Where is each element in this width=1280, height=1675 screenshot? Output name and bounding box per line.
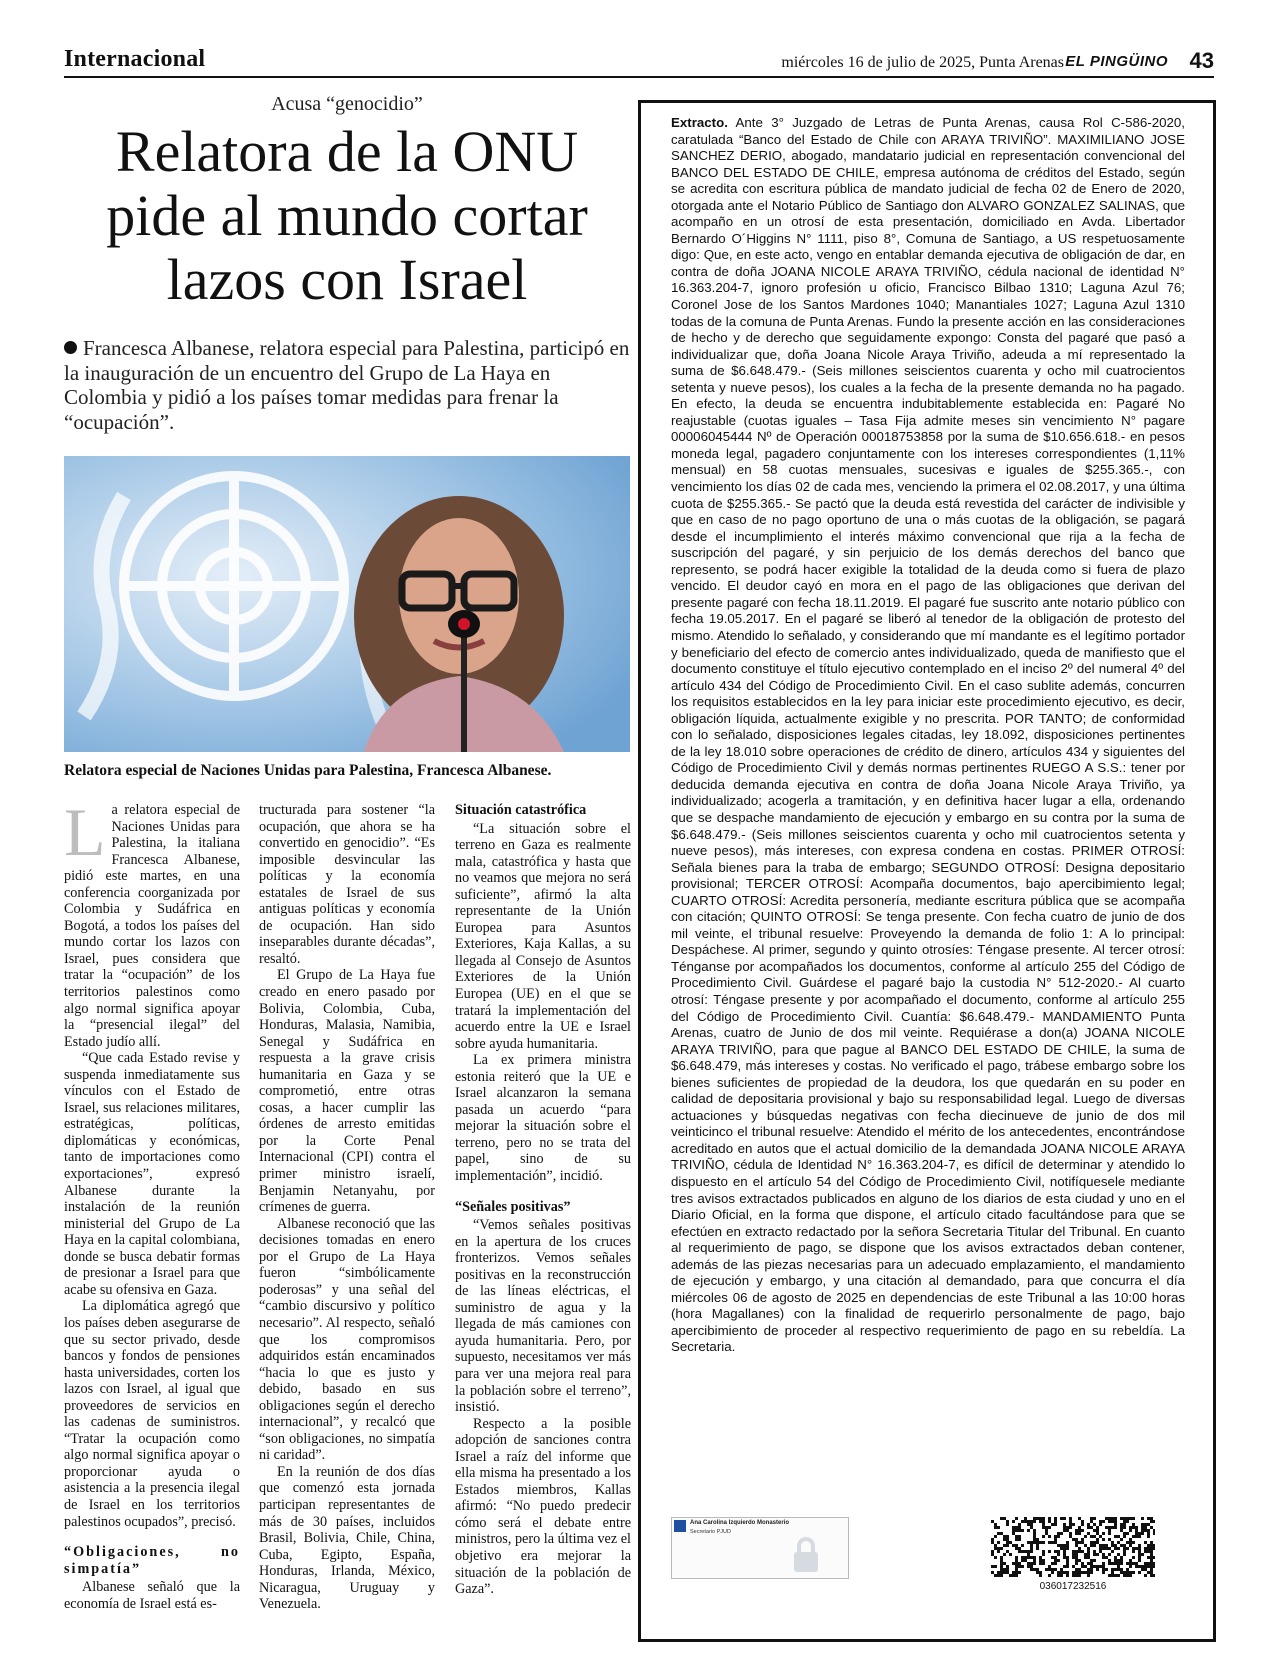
drop-cap: L: [64, 794, 106, 870]
dateline: miércoles 16 de julio de 2025, Punta Arenas: [781, 54, 1064, 71]
paragraph: Albanese reconoció que las decisiones tomadas en enero por el Grupo de La Haya fueron “simbólicamente poderosas” y una señal del “cambio discursivo y político necesario”. Al respecto, señaló que los compromisos adquiridos están encaminados “hacia lo que es justo y debido, basado en sus obligaciones según el derecho internacional”, y recalcó que “son obligaciones, no simpatía ni caridad”.: [259, 1215, 435, 1464]
barcode-number: 036017232516: [1039, 1581, 1107, 1592]
notice-text: [671, 115, 1185, 1356]
barcode-icon: [991, 1517, 1155, 1577]
signer-name: Ana Carolina Izquierdo Monasterio: [690, 1520, 790, 1526]
newspaper-logo: EL PINGÜINO: [1065, 53, 1168, 70]
article-headline: Relatora de la ONU pide al mundo cortar lazos con Israel: [106, 119, 588, 312]
electronic-signature: [671, 1517, 849, 1579]
subheading: Situación catastrófica: [455, 802, 587, 818]
paragraph: “Vemos señales positivas en la apertura de los cruces fronterizos. Vemos señales positivas en la reconstrucción de las líneas eléctricas, el suministro de agua y la llegada de más camiones con ayuda humanitaria. Pero, por supuesto, necesitamos ver más para ver una mejora real para la población sobre el terreno”, insistió.: [455, 1217, 631, 1416]
lock-icon: [790, 1534, 822, 1574]
article-column-2: [259, 802, 435, 1613]
section-title: Internacional: [64, 46, 206, 72]
albanese-portrait-image: [64, 456, 630, 752]
subheading: “Señales positivas”: [455, 1198, 571, 1215]
notice-body: Ante 3° Juzgado de Letras de Punta Arenas, causa Rol C-586-2020, caratulada “Banco del Estado de Chile con ARAYA TRIVIÑO”. MAXIMILIANO JOSE SANCHEZ DERIO, abogado, mandatario judicial en representación convencional del BANCO DEL ESTADO DE CHILE, empresa autónoma de créditos del Estado, según se acredita con escritura pública de mandato judicial de fecha 02 de Enero de 2020, otorgada ante el Notario Público de Santiago don ALVARO GONZALEZ SALINAS, que acompaño en un otrosí de esta presentación, domiciliado en Avda. Libertador Bernardo O´Higgins N° 1111, piso 8°, Comuna de Santiago, a US respetuosamente digo: Que, en este acto, vengo en entablar demanda ejecutiva de obligación de dar, en contra de doña JOANA NICOLE ARAYA TRIVIÑO, cédula nacional de identidad N° 16.363.204-7, ignoro profesión u oficio, Francisco Bilbao 1310; Laguna Azul 76; Coronel Jose de los Santos Mardones 1040; Manantiales 1027; Laguna Azul 1310 todas de la comuna de Punta Arenas. Fundo la presente acción en las consideraciones de hecho y de derecho que seguidamente expongo: Consta del pagaré que pasó a individualizar que, doña Joana Nicole Araya Triviño, adeuda a mí representado la suma de $6.648.479.- (Seis millones seiscientos cuarenta y ocho mil cuatrocientos setenta y nueve pesos), los cuales a la fecha de la presente demanda no ha pagado. En efecto, la deuda se encuentra indubitablemente establecida en: Pagaré No reajustable (cuotas iguales – Tasa Fija admite meses sin vencimiento N° pagare 00006045444 Nº de Operación 00018753858 por la suma de $10.656.618.- en pesos moneda legal, pagadero conjuntamente con los intereses correspondientes (1,11% mensual) en 58 cuotas mensuales, sucesivas e iguales de $255.365.-, con vencimiento los días 02 de cada mes, venciendo la primera el 02.08.2017, y una última cuota de $255.365.- Se pactó que la deuda está revestida del carácter de indivisible y que en caso de no pago oportuno de una o más cuotas de la obligación, se pagará desde el incumplimiento el interés máximo convencional que rija a la fecha de suscripción del pagaré, y sin perjuicio de los demás derechos del banco que represento, se podrá hacer exigible la totalidad de la deuda como si fuera de plazo vencido. El deudor cayó en mora en el pago de las obligaciones que derivan del presente pagaré con fecha 18.11.2019. El pagaré fue suscrito ante notario público con fecha 19.05.2017. En el pagaré se liberó al tenedor de la obligación de protesto del mismo. Atendido lo señalado, y considerando que mí mandante es el legítimo portador y beneficiario del efecto de comercio antes individualizado, queda de manifiesto que el documento constituye el título ejecutivo contemplado en el inciso 2º del numeral 4º del artículo 434 del Código de Procedimiento Civil. En el caso sublite además, concurren los requisitos establecidos en la ley para iniciar este procedimiento ejecutivo, es decir, obligación líquida, actualmente exigible y no prescrita. POR TANTO; de conformidad con lo señalado, disposiciones legales citadas, ley 18.092, disposiciones pertinentes de la ley 18.010 sobre operaciones de crédito de dinero, artículos 434 y siguientes del Código de Procedimiento Civil y demás normas pertinentes RUEGO A S.S.: tener por deducida demanda ejecutiva en contra de doña Joana Nicole Araya Triviño, ya individualizado; acogerla a tramitación, y en definitiva hacer lugar a ella, ordenando que se despache mandamiento de ejecución y embargo en su contra por la suma de $6.648.479.- (Seis millones seiscientos cuarenta y ocho mil cuatrocientos setenta y nueve pesos), más intereses, con expresa condena en costas. PRIMER OTROSÍ: Señala bienes para la traba de embargo; SEGUNDO OTROSÍ: Designa depositario provisional; TERCER OTROSÍ: Acompaña documentos, bajo apercibimiento legal; CUARTO OTROSÍ: Acredita personería, mediante escritura pública que se acompaña con citación; QUINTO OTROSÍ: Se tenga presente. Con fecha cuatro de junio de dos mil veinte, el tribunal resuelve: Proveyendo la demanda de folio 1: A lo principal: Despáchese. Al primer, segundo y quinto otrosíes: Téngase presente. Al tercer otrosí: Ténganse por acompañados los documentos, conforme al artículo 255 del Código de Procedimiento Civil. Guárdese el pagaré bajo la custodia N° 512-2020.- Al cuarto otrosí: Téngase presente y por acompañado el documento, conforme al artículo 255 del Código de Procedimiento Civil. Cuantía: $6.648.479.- MANDAMIENTO Punta Arenas, cuatro de Junio de dos mil veinte. Requiérase a don(a) JOANA NICOLE ARAYA TRIVIÑO, para que pague al BANCO DEL ESTADO DE CHILE, la suma de $6.648.479, más intereses y costas. No verificado el pago, trábese embargo sobre los bienes suficientes de propiedad de la deudora, los que quedarán en su poder en calidad de depositaria provisional y bajo su responsabilidad legal. Luego de diversas actuaciones y búsquedas negativas con fecha diecinueve de junio de dos mil veinticinco el tribunal resuelve: Atendido el mérito de los antecedentes, encontrándose acreditado en autos que el actual domicilio de la demandada JOANA NICOLE ARAYA TRIVIÑO, cédula de Identidad N° 16.363.204-7, es difícil de determinar y atendido lo dispuesto en el artículo 54 del Código de Procedimiento Civil, notifíquesele mediante tres avisos extractados publicados en alguno de los diarios de esta ciudad y uno en el Diario Oficial, en la forma que dispone, el artículo citado facultándose para que se efectúen en extracto redactado por la señora Secretaria Titular del Tribunal. En cuanto al requerimiento de pago, se dispone que los avisos extractados deban contener, además de las piezas necesarias para un adecuado emplazamiento, el mandamiento de ejecución y embargo, y una citación al demandado, para que concurra el día miércoles 06 de agosto de 2025 en dependencias de este Tribunal a las 10:00 horas (hora Magallanes) con la finalidad de requerirlo personalmente de pago, bajo apercibimiento de proceder al respectivo requerimiento de pago en su rebeldía. La Secretaria.: [671, 115, 1185, 1355]
signer-role: Secretario PJUD: [690, 1529, 731, 1535]
article-lead: [64, 336, 630, 434]
article-column-1: [64, 794, 240, 1612]
paragraph: Respecto a la posible adopción de sanciones contra Israel a raíz del informe que ella misma ha presentado a los Estados miembros, Kallas afirmó: “No puedo predecir cómo será el debate entre ministros, pero la última vez el objetivo era mejorar la situación de la población de Gaza”.: [455, 1415, 631, 1598]
article-column-3: [455, 802, 631, 1598]
paragraph: La diplomática agregó que los países deben asegurarse de que su sector privado, desde bancos y fondos de pensiones hasta universidades, corten los lazos con Israel, al igual que proveedores de servicios en las cadenas de suministros. “Tratar la ocupación como algo normal significa apoyar o proporcionar ayuda o asistencia a la presencia ilegal de Israel en los territorios palestinos ocupados”, precisó.: [64, 1298, 240, 1530]
subheading: “Obligaciones, no simpatía”: [64, 1544, 240, 1577]
paragraph: Albanese señaló que la economía de Israel está es-: [64, 1579, 240, 1612]
paragraph: El Grupo de La Haya fue creado en enero pasado por Bolivia, Colombia, Cuba, Honduras, Malasia, Namibia, Senegal y Sudáfrica en respuesta a la grave crisis humanitaria en Gaza y se comprometió, entre otras cosas, a hacer cumplir las órdenes de arresto emitidas por la Corte Penal Internacional (CPI) contra el primer ministro israelí, Benjamin Netanyahu, por crímenes de guerra.: [259, 967, 435, 1216]
article-photo: [64, 456, 630, 752]
pjud-logo-icon: [674, 1520, 686, 1532]
paragraph: tructurada para sostener “la ocupación, que ahora se ha convertido en genocidio”. “Es imposible desvincular las políticas y la economía estatales de Israel de sus antiguas políticas y economía de ocupación. Han sido inseparables durante décadas”, resaltó.: [259, 802, 435, 967]
lead-text: Francesca Albanese, relatora especial para Palestina, participó en la inauguración de un encuentro del Grupo de La Haya en Colombia y pidió a los países tomar medidas para frenar la “ocupación”.: [64, 336, 630, 434]
page-number: 43: [1189, 48, 1214, 73]
notice-label: Extracto.: [671, 115, 728, 130]
article-kicker: Acusa “genocidio”: [271, 93, 423, 115]
paragraph: La ex primera ministra estonia reiteró que la UE e Israel alcanzaron la semana pasada un acuerdo “para mejorar la situación sobre el terreno, pero no se trata del papel, sino de su implementación”, incidió.: [455, 1052, 631, 1184]
page-header: [64, 46, 1214, 78]
paragraph: “Que cada Estado revise y suspenda inmediatamente sus vínculos con el Estado de Israel, sus relaciones militares, estratégicas, políticas, diplomáticas y económicas, tanto de importaciones como exportaciones”, expresó Albanese durante la instalación de la reunión ministerial del Grupo de La Haya en la capital colombiana, donde se busca debatir formas de presionar a Israel para que acabe su ofensiva en Gaza.: [64, 1050, 240, 1298]
paragraph: a relatora especial de Naciones Unidas para Palestina, la italiana Francesca Albanese, pidió este martes, en una conferencia coorganizada por Colombia y Sudáfrica en Bogotá, a todos los países del mundo cortar los lazos con Israel, pues considera que tratar la “ocupación” de los territorios palestinos como algo normal significa apoyar la “presencial ilegal” del Estado judío allí.: [64, 802, 240, 1050]
paragraph: “La situación sobre el terreno en Gaza es realmente mala, catastrófica y hasta que no veamos que mejora no será suficiente”, afirmó la alta representante de la Unión Europea para Asuntos Exteriores, Kaja Kallas, a su llegada al Consejo de Asuntos Exteriores de la Unión Europea (UE) en el que se tratará la implementación del acuerdo entre la UE e Israel sobre ayuda humanitaria.: [455, 820, 631, 1052]
un-emblem-icon: [124, 476, 344, 696]
bullet-icon: [64, 341, 77, 354]
paragraph: En la reunión de dos días que comenzó esta jornada participan representantes de más de 30 países, incluidos Brasil, Bolivia, Chile, China, Cuba, Egipto, España, Honduras, Irlanda, México, Nicaragua, Uruguay y Venezuela.: [259, 1463, 435, 1613]
legal-notice: [638, 100, 1216, 1642]
photo-caption: Relatora especial de Naciones Unidas para Palestina, Francesca Albanese.: [64, 762, 552, 779]
